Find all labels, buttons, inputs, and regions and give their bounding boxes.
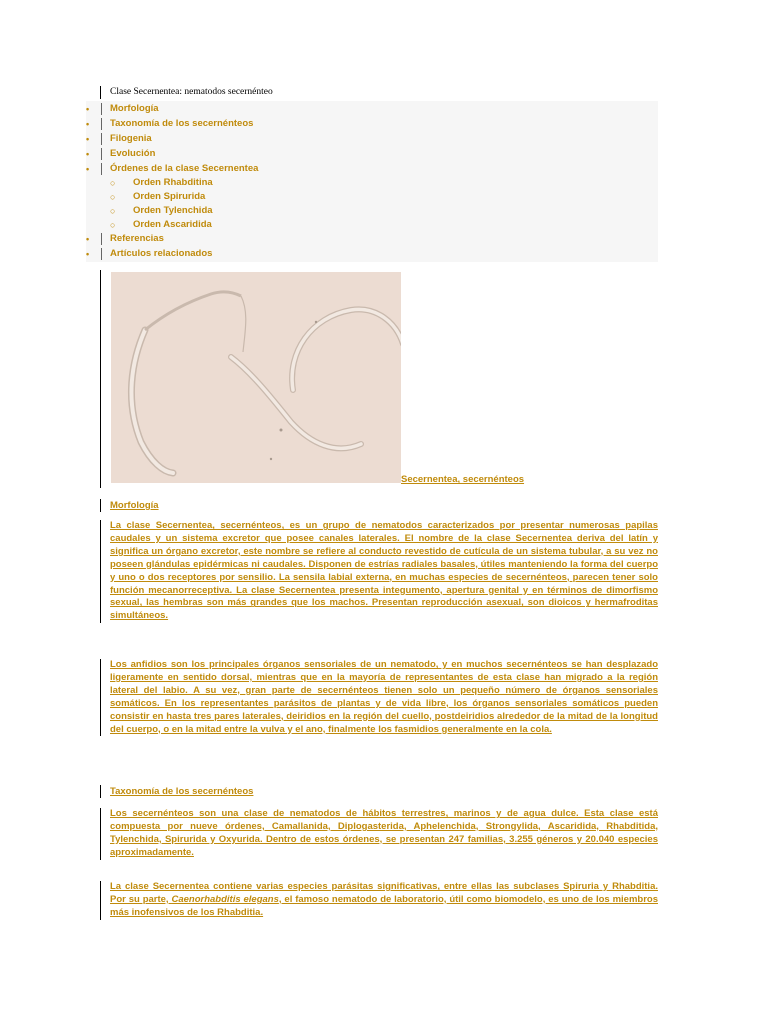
paragraph-taxonomia-2[interactable]: [100, 881, 658, 920]
toc-label: Orden Tylenchida: [133, 205, 213, 216]
toc-label: Artículos relacionados: [110, 248, 213, 259]
toc-label: Órdenes de la clase Secernentea: [110, 163, 259, 174]
toc-label: Orden Spirurida: [133, 191, 206, 202]
nematode-micrograph: [111, 272, 401, 483]
toc-label: Evolución: [110, 148, 156, 159]
toc-label: Filogenia: [110, 133, 152, 144]
circle-bullet-icon: ○: [110, 192, 116, 202]
circle-bullet-icon: ○: [110, 220, 116, 230]
section-heading-morfologia[interactable]: Morfología: [100, 499, 159, 512]
page-title: Clase Secernentea: nematodos secernénteo: [100, 86, 273, 99]
toc-label: Orden Ascaridida: [133, 219, 212, 230]
bullet-icon: •: [86, 134, 90, 144]
bullet-icon: •: [86, 104, 90, 114]
paragraph-taxonomia-1[interactable]: Los secernénteos son una clase de nematodos de hábitos terrestres, marinos y de agua dulce. Esta clase está compuesta por nueve órdenes, Camallanida, Diplogasterida, Aphelenchida, Strongylida, Ascaridida, Rhabditida, Tylenchida, Spirurida y Oxyurida. Dentro de estos órdenes, se presentan 247 familias, 3.255 géneros y 20.040 especies aproximadamente.: [100, 808, 658, 860]
bullet-icon: •: [86, 164, 90, 174]
toc-label: Morfología: [110, 103, 159, 114]
circle-bullet-icon: ○: [110, 178, 116, 188]
circle-bullet-icon: ○: [110, 206, 116, 216]
figure: [100, 270, 561, 488]
toc-label: Orden Rhabditina: [133, 177, 213, 188]
species-name: Caenorhabditis elegans: [171, 893, 279, 905]
paragraph-morfologia-1[interactable]: La clase Secernentea, secernénteos, es un grupo de nematodos caracterizados por presentar numerosas papilas caudales y un sistema excretor que posee canales laterales. El nombre de la clase Secernentea deriva del latín y significa un órgano excretor, este nombre se refiere al conducto revestido de cutícula de un sistema tubular, a su vez no poseen glándulas epidérmicas ni caudales. Disponen de estrías radiales basales, útiles manteniendo la forma del cuerpo y uno o dos receptores por sensilio. La sensila labial externa, en muchas especies de secernénteos, parecen tener solo función mecanorreceptiva. La clase Secernentea presenta integumento, apertura genital y en términos de dimorfismo sexual, las hembras son más grandes que los machos. Presentan reproducción asexual, son dioicos y hermafroditas simultáneos.: [100, 520, 658, 623]
bullet-icon: •: [86, 249, 90, 259]
table-of-contents: [86, 101, 658, 262]
paragraph-text: , el famoso nematodo de laboratorio, útil como biomodelo, es uno de los miembros más inofensivos de los Rhabditia.: [110, 893, 658, 918]
toc-label: Referencias: [110, 233, 164, 244]
bullet-icon: •: [86, 119, 90, 129]
bullet-icon: •: [86, 149, 90, 159]
toc-label: Taxonomía de los secernénteos: [110, 118, 254, 129]
paragraph-morfologia-2[interactable]: Los anfidios son los principales órganos sensoriales de un nematodo, y en muchos secernénteos se han desplazado ligeramente en sentido dorsal, mientras que en la mayoría de representantes de esta clase han migrado a la región lateral del labio. A su vez, gran parte de secernénteos tienen solo un pequeño número de órganos sensoriales somáticos. En los representantes parásitos de plantas y de vida libre, los órganos sensoriales somáticos pueden consistir en hasta tres pares laterales, deiridios en la región del cuello, postdeiridios alrededor de la mitad de la longitud del cuerpo, o en la mitad entre la vulva y el ano, finalmente los fasmidios generalmente en la cola.: [100, 659, 658, 736]
section-heading-taxonomia[interactable]: Taxonomía de los secernénteos: [100, 785, 253, 798]
bullet-icon: •: [86, 234, 90, 244]
figure-caption[interactable]: Secernentea, secernénteos: [401, 474, 525, 485]
paragraph-text: La clase Secernentea contiene varias especies parásitas significativas, entre ellas las subclases Spiruria y Rhabditia. Por su parte,: [110, 881, 658, 905]
